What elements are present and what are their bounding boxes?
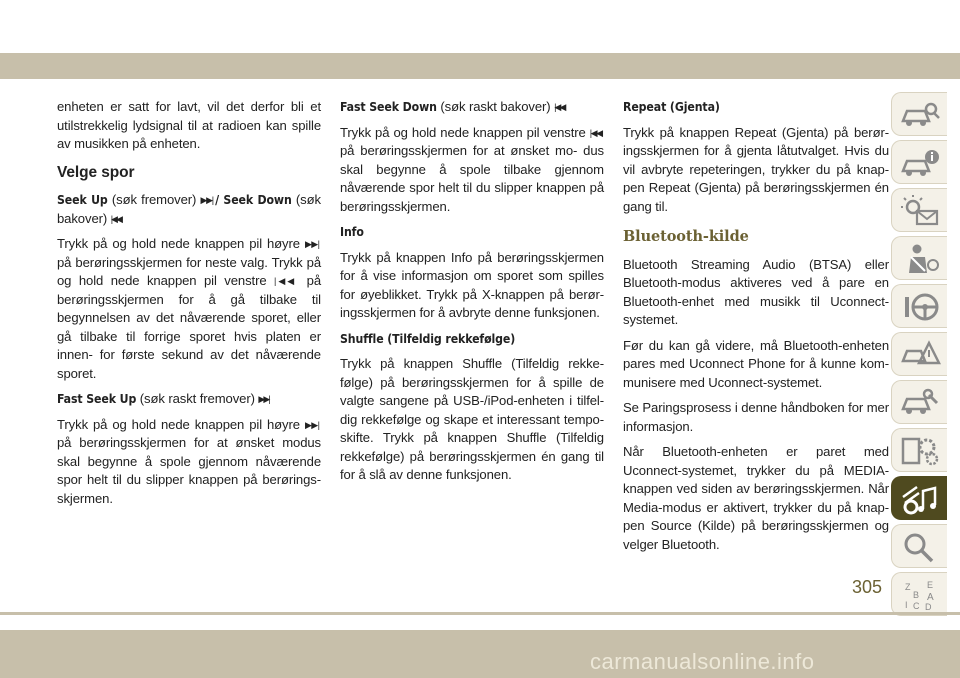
repeat-paragraph: Trykk på knappen Repeat (Gjenta) på berør- ingsskjermen for å gjenta låtutvalget. Hvis du vil avbryte repeteringen, trykker du på knap- pen Repeat (Gjenta) på berøringsskjermen én gang til.: [623, 124, 889, 214]
fast-seek-up-label: Fast Seek Up: [57, 392, 137, 406]
car-search-icon: [899, 99, 941, 131]
seatbelt-person-icon: [899, 243, 941, 275]
fast-seek-up-line: [57, 390, 321, 409]
heading-velge-spor: Velge spor: [57, 163, 135, 181]
heading-bluetooth-kilde: Bluetooth-kilde: [623, 228, 749, 245]
shuffle-paragraph: Trykk på knappen Shuffle (Tilfeldig rekke- følge) på berøringsskjermen for å spille de valgte sangene på USB-/iPod-enheten i tilfel- dig rekkefølge og skape et interessant tempo- skifte. Trykk på knappen Shuffle (Tilfeldig rekkefølge) på berøringsskjermen én gang til for å slå av denne funksjonen.: [340, 356, 604, 482]
bottom-band: [0, 630, 960, 678]
fast-down-para-2: på berøringsskjermen for at ønsket mo- dus skal begynne å spole tilbake gjennom nåværende spor helt til du slipper knappen på berøringsskjermen.: [340, 143, 604, 214]
tab-starting-driving[interactable]: [891, 284, 947, 328]
seek-para-2: på berøringsskjermen for neste valg. Trykk på og hold nede knappen pil venstre: [57, 254, 321, 288]
tab-safety[interactable]: [891, 236, 947, 280]
svg-text:D: D: [924, 602, 931, 611]
warning-triangle-icon: [899, 339, 941, 371]
seek-up-label: Seek Up: [57, 193, 108, 207]
svg-text:A: A: [926, 592, 934, 603]
seek-up-line: [57, 191, 321, 228]
prev-track-icon: |◀◀: [589, 127, 601, 138]
info-label: Info: [340, 225, 364, 239]
svg-text:E: E: [926, 580, 933, 590]
sun-envelope-icon: [899, 195, 941, 227]
prev-track-icon: |◀◀: [110, 213, 121, 224]
seek-paragraph: [57, 235, 321, 383]
gears-icon: [899, 435, 941, 467]
svg-text:I: I: [904, 600, 908, 610]
seek-down-desc-b: bakover): [57, 210, 108, 226]
repeat-label: Repeat (Gjenta): [623, 100, 720, 114]
top-band: [0, 53, 960, 79]
fast-up-para-2: på berøringsskjermen for at ønsket modus skal begynne å spole gjennom nåværende spor helt til du slipper knappen på berørings- skjermen.: [57, 435, 321, 506]
fast-seek-down-line: [340, 98, 604, 117]
watermark: carmanualsonline.info: [590, 649, 815, 674]
column-2: [340, 98, 604, 492]
seek-para-3: på berøringsskjermen for å gå tilbake til begynnelsen av det nåværende sporet, eller gå tilbake til forrige sporet hvis platen er innen- for første sekund av det nåværende sporet.: [57, 273, 322, 381]
tab-lights-messages[interactable]: [891, 188, 947, 232]
car-info-icon: [899, 147, 941, 179]
music-note-icon: [899, 483, 941, 515]
tab-multimedia[interactable]: [891, 476, 947, 520]
bt-paragraph-4: Når Bluetooth-enheten er paret med Uconnect-systemet, trykker du på MEDIA- knappen ved siden av berøringsskjermen. Når Media-modus er aktivert, trykker du på knap- pen Source (Kilde) på berøringsskjermen og velger Bluetooth.: [623, 444, 889, 552]
next-track-icon: ▶▶|: [304, 239, 318, 249]
fast-seek-down-paragraph: [340, 124, 604, 217]
fast-seek-down-label: Fast Seek Down: [340, 100, 437, 114]
next-track-icon: ▶▶|: [200, 195, 213, 205]
fast-seek-up-desc: (søk raskt fremover): [139, 391, 255, 406]
bottom-rule: [0, 612, 960, 615]
prev-track-icon: |◀◀: [554, 102, 565, 112]
car-wrench-icon: [899, 387, 941, 419]
tab-vehicle[interactable]: [891, 92, 947, 136]
tab-technical[interactable]: [891, 428, 947, 472]
svg-text:Z: Z: [904, 582, 910, 592]
steering-wheel-icon: [899, 291, 941, 323]
prev-track-icon: |◀◀: [274, 276, 297, 286]
tab-index[interactable]: [891, 572, 947, 616]
next-track-icon: ▶▶|: [304, 419, 318, 430]
tab-car-info[interactable]: [891, 140, 947, 184]
fast-seek-up-paragraph: [57, 416, 321, 509]
fast-seek-down-desc: (søk raskt bakover): [440, 99, 551, 114]
chapter-tabs: [891, 92, 951, 620]
intro-paragraph: enheten er satt for lavt, vil det derfor bli et utilstrekkelig lydsignal til at radioen kan spille av musikken på enheten.: [57, 99, 321, 151]
page-number: 305: [852, 577, 883, 597]
column-3: [623, 98, 889, 561]
shuffle-label: Shuffle (Tilfeldig rekkefølge): [340, 331, 516, 346]
seek-down-desc-a: (søk: [295, 192, 321, 207]
seek-para-1: Trykk på og hold nede knappen pil høyre: [57, 236, 300, 251]
tab-emergency[interactable]: [891, 332, 947, 376]
bt-paragraph-2: Før du kan gå videre, må Bluetooth-enheten pares med Uconnect Phone for å kunne kom- munisere med Uconnect-systemet.: [623, 337, 889, 390]
tab-maintenance[interactable]: [891, 380, 947, 424]
bt-paragraph-1: Bluetooth Streaming Audio (BTSA) eller Bluetooth-modus aktiveres ved å pare en Bluetooth-enhet med musikk til Uconnect- systemet.: [623, 256, 889, 327]
index-letters-icon: [899, 579, 941, 611]
svg-text:B: B: [912, 590, 919, 600]
magnifier-icon: [899, 531, 941, 563]
column-1: [57, 98, 321, 515]
seek-up-desc: (søk fremover): [111, 192, 197, 207]
info-paragraph: Trykk på knappen Info på berøringsskjermen for å vise informasjon om sporet som spilles for øyeblikket. Trykk på X-knappen på berør- ingsskjermen for å avbryte denne funksjonen.: [340, 249, 604, 320]
fast-down-para-1: Trykk på og hold nede knappen pil venstre: [340, 124, 586, 140]
svg-text:C: C: [912, 601, 919, 611]
seek-down-label: / Seek Down: [215, 193, 292, 207]
bt-paragraph-3: Se Paringsprosess i denne håndboken for mer informasjon.: [623, 400, 889, 434]
tab-customer-assistance[interactable]: [891, 524, 947, 568]
next-track-icon: ▶▶|: [258, 394, 269, 404]
fast-up-para-1: Trykk på og hold nede knappen pil høyre: [57, 416, 300, 432]
